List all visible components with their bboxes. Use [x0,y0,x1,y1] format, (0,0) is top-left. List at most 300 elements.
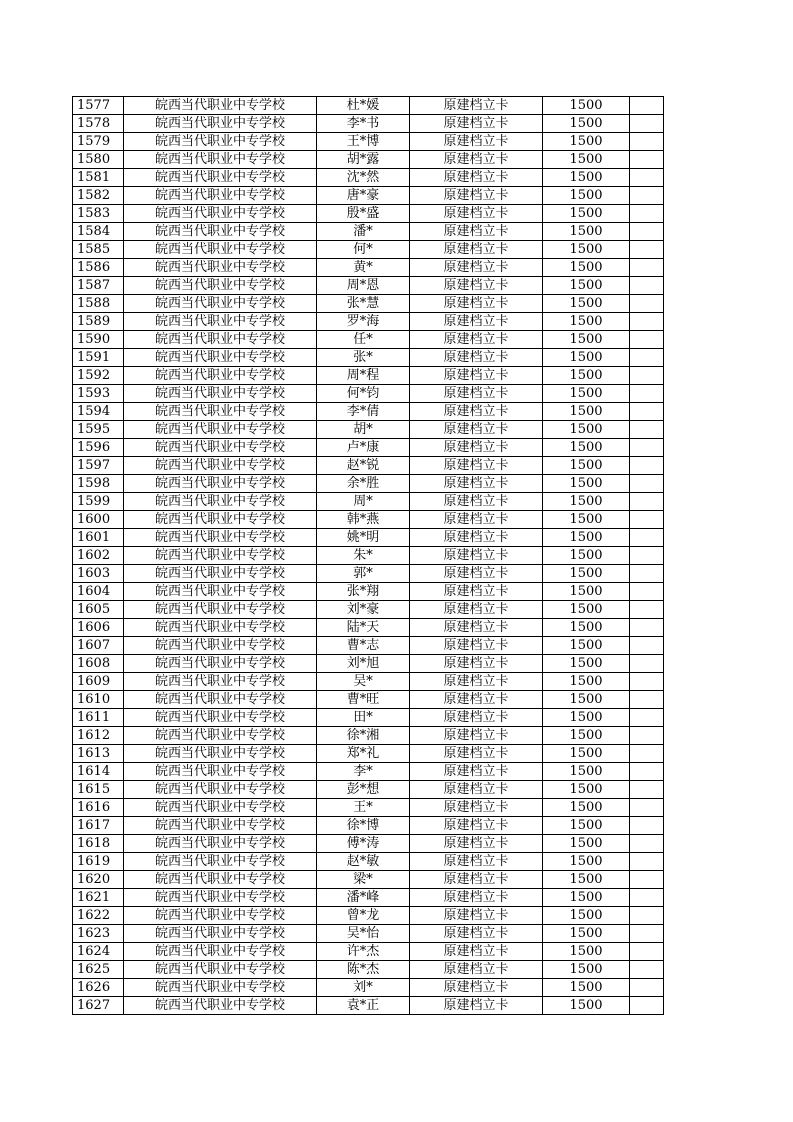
cell-row-number: 1600 [73,511,124,529]
cell-school: 皖西当代职业中专学校 [124,457,317,475]
cell-row-number: 1602 [73,547,124,565]
cell-category: 原建档立卡 [410,655,543,673]
table-row [73,295,664,313]
cell-note [630,619,664,637]
cell-school: 皖西当代职业中专学校 [124,115,317,133]
cell-school: 皖西当代职业中专学校 [124,349,317,367]
cell-row-number: 1593 [73,385,124,403]
cell-school: 皖西当代职业中专学校 [124,853,317,871]
cell-row-number: 1615 [73,781,124,799]
cell-row-number: 1614 [73,763,124,781]
cell-category: 原建档立卡 [410,781,543,799]
cell-school: 皖西当代职业中专学校 [124,997,317,1015]
cell-school: 皖西当代职业中专学校 [124,259,317,277]
table-row [73,475,664,493]
cell-student-name: 王*博 [317,133,410,151]
cell-amount: 1500 [543,403,630,421]
cell-student-name: 胡*露 [317,151,410,169]
cell-note [630,997,664,1015]
cell-note [630,313,664,331]
cell-school: 皖西当代职业中专学校 [124,907,317,925]
cell-student-name: 何*钧 [317,385,410,403]
table-row [73,727,664,745]
cell-category: 原建档立卡 [410,529,543,547]
cell-school: 皖西当代职业中专学校 [124,493,317,511]
cell-student-name: 刘* [317,979,410,997]
cell-row-number: 1621 [73,889,124,907]
cell-note [630,691,664,709]
cell-school: 皖西当代职业中专学校 [124,313,317,331]
cell-school: 皖西当代职业中专学校 [124,331,317,349]
cell-student-name: 潘* [317,223,410,241]
cell-row-number: 1610 [73,691,124,709]
cell-amount: 1500 [543,745,630,763]
cell-note [630,871,664,889]
cell-row-number: 1596 [73,439,124,457]
cell-student-name: 陈*杰 [317,961,410,979]
cell-amount: 1500 [543,493,630,511]
cell-row-number: 1590 [73,331,124,349]
cell-category: 原建档立卡 [410,367,543,385]
cell-amount: 1500 [543,601,630,619]
cell-row-number: 1624 [73,943,124,961]
cell-student-name: 田* [317,709,410,727]
cell-category: 原建档立卡 [410,97,543,115]
cell-note [630,241,664,259]
cell-amount: 1500 [543,709,630,727]
cell-note [630,349,664,367]
table-row [73,979,664,997]
cell-school: 皖西当代职业中专学校 [124,439,317,457]
cell-amount: 1500 [543,97,630,115]
cell-student-name: 张* [317,349,410,367]
cell-school: 皖西当代职业中专学校 [124,889,317,907]
cell-note [630,853,664,871]
cell-row-number: 1616 [73,799,124,817]
cell-student-name: 刘*旭 [317,655,410,673]
cell-amount: 1500 [543,457,630,475]
table-body [73,97,664,1015]
cell-category: 原建档立卡 [410,691,543,709]
cell-row-number: 1603 [73,565,124,583]
cell-category: 原建档立卡 [410,331,543,349]
cell-category: 原建档立卡 [410,817,543,835]
cell-student-name: 李*倩 [317,403,410,421]
cell-school: 皖西当代职业中专学校 [124,601,317,619]
table-row [73,997,664,1015]
data-table [72,96,664,1015]
cell-student-name: 陆*天 [317,619,410,637]
cell-student-name: 朱* [317,547,410,565]
cell-note [630,601,664,619]
cell-school: 皖西当代职业中专学校 [124,169,317,187]
table-row [73,673,664,691]
cell-row-number: 1627 [73,997,124,1015]
cell-category: 原建档立卡 [410,619,543,637]
cell-note [630,655,664,673]
cell-amount: 1500 [543,187,630,205]
cell-category: 原建档立卡 [410,583,543,601]
cell-amount: 1500 [543,763,630,781]
cell-student-name: 郑*礼 [317,745,410,763]
cell-school: 皖西当代职业中专学校 [124,367,317,385]
cell-student-name: 曹*旺 [317,691,410,709]
cell-row-number: 1611 [73,709,124,727]
cell-note [630,511,664,529]
cell-school: 皖西当代职业中专学校 [124,529,317,547]
cell-student-name: 胡* [317,421,410,439]
table-row [73,691,664,709]
cell-row-number: 1617 [73,817,124,835]
cell-row-number: 1612 [73,727,124,745]
cell-note [630,979,664,997]
cell-note [630,529,664,547]
cell-student-name: 何* [317,241,410,259]
cell-row-number: 1577 [73,97,124,115]
cell-school: 皖西当代职业中专学校 [124,277,317,295]
cell-note [630,169,664,187]
cell-note [630,637,664,655]
cell-school: 皖西当代职业中专学校 [124,817,317,835]
cell-student-name: 黄* [317,259,410,277]
cell-amount: 1500 [543,115,630,133]
cell-amount: 1500 [543,583,630,601]
cell-student-name: 杜*媛 [317,97,410,115]
cell-note [630,961,664,979]
cell-note [630,925,664,943]
cell-student-name: 许*杰 [317,943,410,961]
cell-row-number: 1619 [73,853,124,871]
table-row [73,601,664,619]
cell-student-name: 李*书 [317,115,410,133]
cell-note [630,259,664,277]
cell-category: 原建档立卡 [410,799,543,817]
cell-note [630,439,664,457]
cell-student-name: 袁*正 [317,997,410,1015]
cell-school: 皖西当代职业中专学校 [124,979,317,997]
cell-amount: 1500 [543,655,630,673]
cell-row-number: 1583 [73,205,124,223]
cell-amount: 1500 [543,241,630,259]
cell-row-number: 1608 [73,655,124,673]
table-row [73,637,664,655]
cell-row-number: 1604 [73,583,124,601]
cell-category: 原建档立卡 [410,601,543,619]
cell-category: 原建档立卡 [410,943,543,961]
table-row [73,781,664,799]
cell-student-name: 吴* [317,673,410,691]
table-row [73,925,664,943]
cell-row-number: 1598 [73,475,124,493]
cell-category: 原建档立卡 [410,223,543,241]
table-row [73,835,664,853]
cell-note [630,133,664,151]
cell-amount: 1500 [543,331,630,349]
table-row [73,349,664,367]
cell-note [630,709,664,727]
cell-amount: 1500 [543,619,630,637]
cell-school: 皖西当代职业中专学校 [124,187,317,205]
cell-note [630,223,664,241]
cell-student-name: 张*慧 [317,295,410,313]
cell-student-name: 曹*志 [317,637,410,655]
cell-note [630,799,664,817]
cell-amount: 1500 [543,439,630,457]
cell-school: 皖西当代职业中专学校 [124,781,317,799]
cell-note [630,277,664,295]
cell-student-name: 潘*峰 [317,889,410,907]
cell-school: 皖西当代职业中专学校 [124,151,317,169]
cell-row-number: 1580 [73,151,124,169]
cell-school: 皖西当代职业中专学校 [124,295,317,313]
table-row [73,961,664,979]
cell-school: 皖西当代职业中专学校 [124,97,317,115]
table-row [73,547,664,565]
cell-row-number: 1607 [73,637,124,655]
cell-amount: 1500 [543,151,630,169]
cell-student-name: 彭*想 [317,781,410,799]
cell-category: 原建档立卡 [410,889,543,907]
cell-student-name: 徐*博 [317,817,410,835]
cell-row-number: 1594 [73,403,124,421]
cell-note [630,205,664,223]
cell-row-number: 1587 [73,277,124,295]
cell-category: 原建档立卡 [410,673,543,691]
cell-category: 原建档立卡 [410,853,543,871]
cell-amount: 1500 [543,277,630,295]
cell-school: 皖西当代职业中专学校 [124,727,317,745]
table-row [73,583,664,601]
cell-category: 原建档立卡 [410,313,543,331]
cell-student-name: 周*恩 [317,277,410,295]
cell-amount: 1500 [543,943,630,961]
cell-row-number: 1599 [73,493,124,511]
cell-amount: 1500 [543,547,630,565]
cell-amount: 1500 [543,511,630,529]
cell-student-name: 任* [317,331,410,349]
cell-amount: 1500 [543,133,630,151]
cell-school: 皖西当代职业中专学校 [124,673,317,691]
table-row [73,331,664,349]
cell-category: 原建档立卡 [410,457,543,475]
cell-row-number: 1609 [73,673,124,691]
cell-row-number: 1623 [73,925,124,943]
table-row [73,223,664,241]
cell-category: 原建档立卡 [410,385,543,403]
cell-amount: 1500 [543,961,630,979]
cell-row-number: 1613 [73,745,124,763]
cell-amount: 1500 [543,979,630,997]
table-row [73,817,664,835]
cell-note [630,907,664,925]
cell-note [630,835,664,853]
cell-student-name: 王* [317,799,410,817]
cell-category: 原建档立卡 [410,871,543,889]
cell-note [630,817,664,835]
cell-note [630,475,664,493]
cell-student-name: 赵*敏 [317,853,410,871]
cell-row-number: 1592 [73,367,124,385]
cell-row-number: 1579 [73,133,124,151]
cell-student-name: 徐*湘 [317,727,410,745]
cell-amount: 1500 [543,565,630,583]
cell-category: 原建档立卡 [410,763,543,781]
cell-category: 原建档立卡 [410,133,543,151]
cell-student-name: 沈*然 [317,169,410,187]
cell-school: 皖西当代职业中专学校 [124,835,317,853]
cell-amount: 1500 [543,259,630,277]
table-row [73,709,664,727]
cell-category: 原建档立卡 [410,241,543,259]
cell-amount: 1500 [543,673,630,691]
table-row [73,655,664,673]
cell-school: 皖西当代职业中专学校 [124,241,317,259]
cell-note [630,331,664,349]
cell-note [630,403,664,421]
cell-school: 皖西当代职业中专学校 [124,421,317,439]
cell-school: 皖西当代职业中专学校 [124,943,317,961]
cell-amount: 1500 [543,313,630,331]
cell-school: 皖西当代职业中专学校 [124,475,317,493]
cell-category: 原建档立卡 [410,439,543,457]
table-row [73,277,664,295]
cell-category: 原建档立卡 [410,727,543,745]
cell-school: 皖西当代职业中专学校 [124,655,317,673]
cell-amount: 1500 [543,421,630,439]
cell-note [630,151,664,169]
cell-category: 原建档立卡 [410,979,543,997]
cell-category: 原建档立卡 [410,277,543,295]
cell-school: 皖西当代职业中专学校 [124,637,317,655]
cell-category: 原建档立卡 [410,925,543,943]
table-row [73,439,664,457]
table-row [73,367,664,385]
table-row [73,385,664,403]
cell-school: 皖西当代职业中专学校 [124,583,317,601]
cell-category: 原建档立卡 [410,169,543,187]
table-row [73,187,664,205]
table-row [73,889,664,907]
cell-row-number: 1597 [73,457,124,475]
cell-category: 原建档立卡 [410,907,543,925]
cell-row-number: 1625 [73,961,124,979]
cell-student-name: 郭* [317,565,410,583]
cell-student-name: 殷*盛 [317,205,410,223]
cell-school: 皖西当代职业中专学校 [124,799,317,817]
cell-note [630,583,664,601]
table-row [73,115,664,133]
table-row [73,871,664,889]
cell-category: 原建档立卡 [410,349,543,367]
cell-row-number: 1581 [73,169,124,187]
cell-student-name: 韩*燕 [317,511,410,529]
cell-row-number: 1584 [73,223,124,241]
cell-category: 原建档立卡 [410,151,543,169]
cell-student-name: 赵*锐 [317,457,410,475]
table-row [73,169,664,187]
cell-category: 原建档立卡 [410,565,543,583]
cell-school: 皖西当代职业中专学校 [124,619,317,637]
cell-school: 皖西当代职业中专学校 [124,763,317,781]
table-row [73,853,664,871]
cell-note [630,367,664,385]
cell-amount: 1500 [543,349,630,367]
cell-category: 原建档立卡 [410,475,543,493]
cell-school: 皖西当代职业中专学校 [124,691,317,709]
cell-amount: 1500 [543,997,630,1015]
cell-school: 皖西当代职业中专学校 [124,961,317,979]
cell-amount: 1500 [543,475,630,493]
cell-school: 皖西当代职业中专学校 [124,925,317,943]
cell-category: 原建档立卡 [410,493,543,511]
cell-school: 皖西当代职业中专学校 [124,403,317,421]
cell-note [630,943,664,961]
cell-row-number: 1588 [73,295,124,313]
cell-category: 原建档立卡 [410,835,543,853]
table-row [73,799,664,817]
cell-amount: 1500 [543,205,630,223]
cell-amount: 1500 [543,871,630,889]
cell-category: 原建档立卡 [410,547,543,565]
cell-row-number: 1582 [73,187,124,205]
cell-amount: 1500 [543,799,630,817]
cell-note [630,295,664,313]
cell-note [630,745,664,763]
table-row [73,493,664,511]
cell-row-number: 1626 [73,979,124,997]
table-row [73,241,664,259]
cell-student-name: 李* [317,763,410,781]
cell-category: 原建档立卡 [410,115,543,133]
cell-school: 皖西当代职业中专学校 [124,133,317,151]
cell-row-number: 1606 [73,619,124,637]
table-row [73,907,664,925]
cell-student-name: 周* [317,493,410,511]
table-row [73,421,664,439]
cell-category: 原建档立卡 [410,259,543,277]
cell-note [630,727,664,745]
cell-school: 皖西当代职业中专学校 [124,709,317,727]
table-row [73,457,664,475]
cell-row-number: 1595 [73,421,124,439]
cell-row-number: 1622 [73,907,124,925]
cell-amount: 1500 [543,169,630,187]
cell-school: 皖西当代职业中专学校 [124,223,317,241]
cell-category: 原建档立卡 [410,403,543,421]
cell-row-number: 1601 [73,529,124,547]
cell-note [630,385,664,403]
cell-note [630,763,664,781]
cell-category: 原建档立卡 [410,637,543,655]
cell-student-name: 姚*明 [317,529,410,547]
cell-amount: 1500 [543,925,630,943]
cell-student-name: 卢*康 [317,439,410,457]
cell-category: 原建档立卡 [410,709,543,727]
cell-row-number: 1578 [73,115,124,133]
cell-student-name: 傅*涛 [317,835,410,853]
cell-note [630,673,664,691]
cell-note [630,565,664,583]
cell-student-name: 张*翔 [317,583,410,601]
cell-amount: 1500 [543,727,630,745]
cell-school: 皖西当代职业中专学校 [124,871,317,889]
cell-amount: 1500 [543,529,630,547]
cell-amount: 1500 [543,817,630,835]
table-row [73,763,664,781]
table-row [73,151,664,169]
table-row [73,205,664,223]
cell-student-name: 周*程 [317,367,410,385]
